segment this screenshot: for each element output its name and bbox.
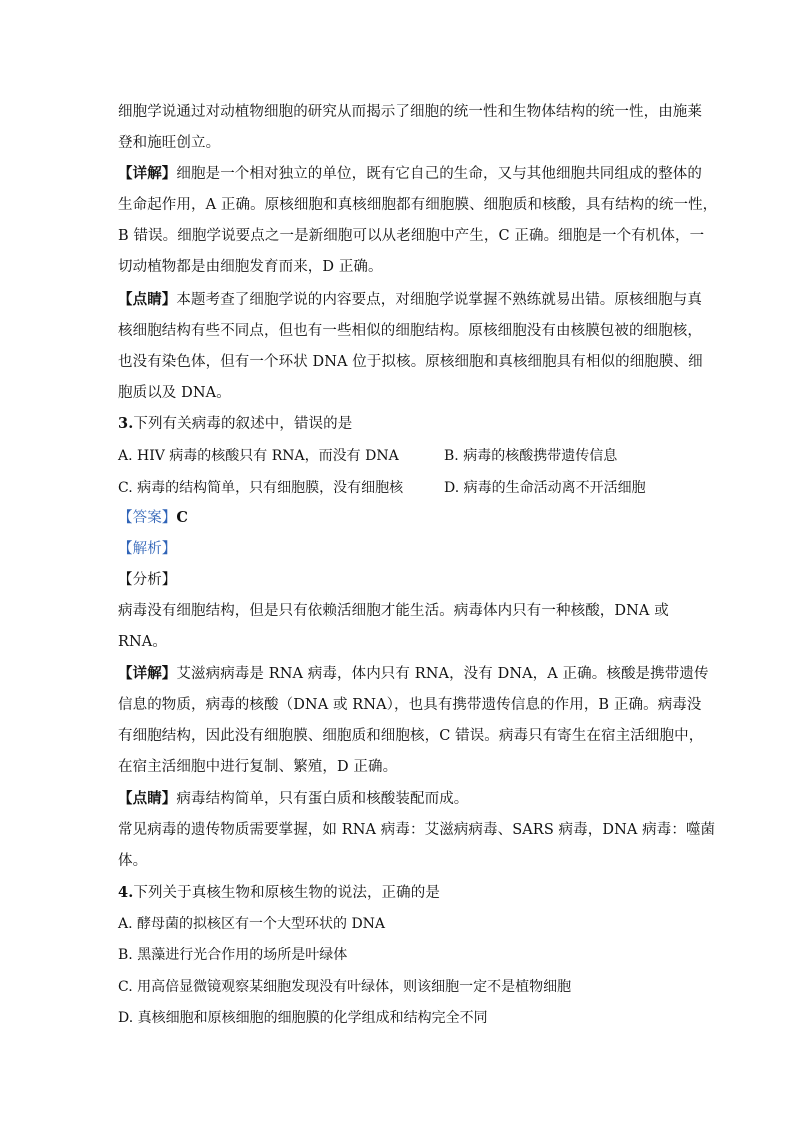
paragraph-line: 登和施旺创立。 — [118, 135, 221, 151]
paragraph-line: 细胞学说通过对动植物细胞的研究从而揭示了细胞的统一性和生物体结构的统一性，由施莱 — [118, 104, 702, 120]
paragraph-line: 病毒没有细胞结构，但是只有依赖活细胞才能生活。病毒体内只有一种核酸，DNA 或 — [118, 603, 669, 619]
answer-tag: 【答案】 — [118, 510, 177, 526]
paragraph-text: 病毒结构简单，只有蛋白质和核酸装配而成。 — [176, 791, 469, 807]
xiangjie-tag: 【详解】 — [118, 665, 177, 682]
answer-line — [118, 508, 678, 528]
paragraph-line: B 错误。细胞学说要点之一是新细胞可以从老细胞中产生，C 正确。细胞是一个有机体，一 — [118, 228, 705, 244]
question-4 — [118, 883, 678, 903]
paragraph-line: 生命起作用，A 正确。原核细胞和真核细胞都有细胞膜、细胞质和核酸，具有结构的统一性， — [118, 197, 718, 213]
dianjing-tag: 【点睛】 — [118, 790, 177, 807]
dianjing-paragraph-1 — [118, 290, 703, 310]
option-d: D. 真核细胞和原核细胞的细胞膜的化学组成和结构完全不同 — [118, 1010, 488, 1026]
paragraph-text: 细胞是一个相对独立的单位，既有它自己的生命，又与其他细胞共同组成的整体的 — [176, 166, 703, 182]
question-3 — [118, 414, 678, 434]
option-d: D. 病毒的生命活动离不开活细胞 — [444, 480, 646, 496]
dianjing-paragraph-2 — [118, 789, 678, 809]
option-c: C. 病毒的结构简单，只有细胞膜，没有细胞核 — [118, 480, 404, 496]
fenxi-tag: 【分析】 — [118, 572, 177, 588]
paragraph-text: 艾滋病病毒是 RNA 病毒，体内只有 RNA，没有 DNA，A 正确。核酸是携带遗传 — [176, 666, 709, 682]
xiangjie-paragraph-1 — [118, 164, 703, 184]
paragraph-line: 核细胞结构有些不同点，但也有一些相似的细胞结构。原核细胞没有由核膜包被的细胞核， — [118, 323, 702, 339]
xiangjie-paragraph-2 — [118, 664, 709, 684]
paragraph-line: 也没有染色体，但有一个环状 DNA 位于拟核。原核细胞和真核细胞具有相似的细胞膜、细 — [118, 354, 703, 370]
question-text: 下列关于真核生物和原核生物的说法，正确的是 — [133, 885, 440, 901]
question-number: 3. — [118, 415, 134, 432]
option-b: B. 病毒的核酸携带遗传信息 — [444, 448, 618, 464]
answer-value: C — [176, 509, 189, 526]
option-c: C. 用高倍显微镜观察某细胞发现没有叶绿体，则该细胞一定不是植物细胞 — [118, 979, 572, 995]
paragraph-line: 在宿主活细胞中进行复制、繁殖，D 正确。 — [118, 759, 398, 775]
paragraph-line: RNA。 — [118, 634, 167, 650]
paragraph-line: 信息的物质，病毒的核酸（DNA 或 RNA），也具有携带遗传信息的作用，B 正确。病毒没 — [118, 697, 702, 713]
paragraph-line: 有细胞结构，因此没有细胞膜、细胞质和细胞核，C 错误。病毒只有寄生在宿主活细胞中， — [118, 728, 704, 744]
jiexi-tag: 【解析】 — [118, 541, 177, 557]
option-a: A. 酵母菌的拟核区有一个大型环状的 DNA — [118, 916, 386, 932]
dianjing-tag: 【点睛】 — [118, 291, 177, 308]
paragraph-line: 常见病毒的遗传物质需要掌握，如 RNA 病毒：艾滋病病毒、SARS 病毒，DNA 病毒：噬菌 — [118, 822, 716, 838]
question-text: 下列有关病毒的叙述中，错误的是 — [133, 416, 353, 432]
paragraph-line: 胞质以及 DNA。 — [118, 385, 231, 401]
option-b: B. 黑藻进行光合作用的场所是叶绿体 — [118, 947, 348, 963]
paragraph-line: 切动植物都是由细胞发育而来，D 正确。 — [118, 259, 383, 275]
question-number: 4. — [118, 884, 134, 901]
xiangjie-tag: 【详解】 — [118, 165, 177, 182]
paragraph-line: 体。 — [118, 853, 148, 869]
option-a: A. HIV 病毒的核酸只有 RNA，而没有 DNA — [118, 448, 399, 464]
paragraph-text: 本题考查了细胞学说的内容要点，对细胞学说掌握不熟练就易出错。原核细胞与真 — [176, 292, 703, 308]
